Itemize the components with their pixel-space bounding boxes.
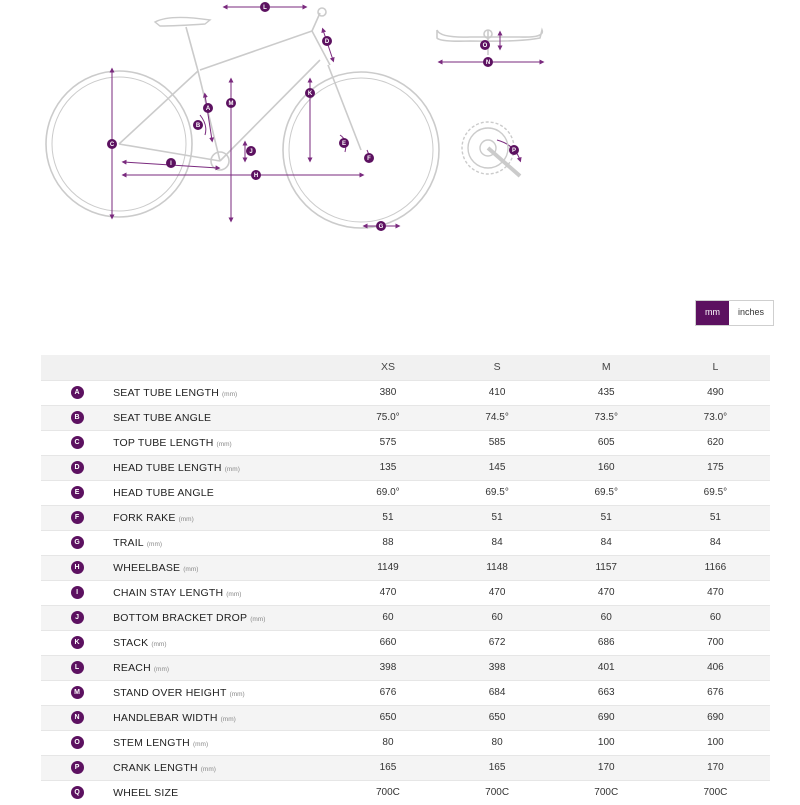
diagram-letter-h	[251, 170, 261, 180]
row-label-cell	[113, 405, 333, 430]
row-value: 380	[379, 387, 397, 398]
row-badge-cell	[41, 405, 113, 430]
unit-inches-button[interactable]: inches	[729, 301, 773, 325]
letter-badge: N	[71, 711, 84, 724]
row-value: 401	[597, 662, 615, 673]
letter-badge: P	[71, 761, 84, 774]
row-badge-cell	[41, 455, 113, 480]
row-badge-cell	[41, 730, 113, 755]
header-size-s: S	[493, 361, 501, 374]
row-unit: (mm)	[220, 715, 236, 723]
row-badge-cell	[41, 705, 113, 730]
row-label: BOTTOM BRACKET DROP	[113, 611, 248, 624]
header-size-l: L	[712, 361, 719, 374]
row-label-cell	[113, 530, 333, 555]
row-value: 51	[382, 512, 394, 523]
row-value: 51	[600, 512, 612, 523]
row-label-cell	[113, 755, 333, 780]
row-label: CHAIN STAY LENGTH	[113, 586, 224, 599]
row-value: 80	[382, 737, 394, 748]
letter-badge: K	[71, 636, 84, 649]
table-row	[41, 455, 770, 480]
row-value: 60	[382, 612, 394, 623]
row-value: 73.5°	[594, 412, 618, 423]
header-size-xs: XS	[380, 361, 395, 374]
table-body	[41, 380, 770, 805]
letter-badge: J	[71, 611, 84, 624]
row-value: 51	[709, 512, 721, 523]
row-value: 406	[707, 662, 724, 673]
letter-badge: G	[71, 536, 84, 549]
row-label-cell	[113, 680, 333, 705]
row-badge-cell	[41, 655, 113, 680]
table-header-row	[41, 355, 770, 380]
row-unit: (mm)	[250, 615, 266, 623]
diagram-letter-d	[322, 36, 332, 46]
row-value: 84	[600, 537, 612, 548]
row-value: 690	[597, 712, 615, 723]
svg-text:N: N	[485, 60, 491, 66]
row-label-cell	[113, 605, 333, 630]
diagram-letter-f	[364, 153, 374, 163]
row-value: 660	[379, 637, 397, 648]
unit-toggle	[695, 300, 774, 326]
row-unit: (mm)	[216, 440, 232, 448]
row-value: 398	[379, 662, 397, 673]
row-unit: (mm)	[200, 765, 216, 773]
row-label-cell	[113, 780, 333, 805]
row-label-cell	[113, 730, 333, 755]
row-value: 60	[709, 612, 721, 623]
row-label: HEAD TUBE ANGLE	[113, 486, 214, 499]
row-label: CRANK LENGTH	[113, 761, 198, 774]
header-label	[113, 355, 333, 380]
row-value: 69.0°	[376, 487, 400, 498]
diagram-letter-n	[483, 57, 493, 67]
row-unit: (mm)	[224, 465, 240, 473]
row-value: 398	[488, 662, 506, 673]
table-row	[41, 680, 770, 705]
svg-text:G: G	[378, 224, 384, 230]
row-value: 165	[379, 762, 397, 773]
row-value: 672	[488, 637, 506, 648]
table-row	[41, 630, 770, 655]
row-value: 165	[488, 762, 506, 773]
letter-badge: Q	[71, 786, 84, 799]
table-row	[41, 530, 770, 555]
diagram-letter-o	[480, 40, 490, 50]
row-value: 84	[709, 537, 721, 548]
table-row	[41, 655, 770, 680]
svg-text:H: H	[253, 173, 259, 179]
svg-text:J: J	[249, 149, 253, 155]
row-value: 100	[597, 737, 615, 748]
row-label-cell	[113, 505, 333, 530]
row-value: 700C	[703, 787, 728, 799]
diagram-letter-i	[166, 158, 176, 168]
row-unit: (mm)	[222, 390, 238, 398]
table-row	[41, 730, 770, 755]
bike-geometry-drawing	[0, 0, 800, 290]
row-value: 470	[379, 587, 397, 598]
row-value: 650	[379, 712, 397, 723]
row-value: 69.5°	[485, 487, 509, 498]
row-value: 69.5°	[703, 487, 728, 498]
table-row	[41, 705, 770, 730]
row-unit: (mm)	[226, 590, 242, 598]
row-label: STEM LENGTH	[113, 736, 190, 749]
diagram-letter-p	[509, 145, 519, 155]
row-value: 700C	[376, 787, 400, 799]
row-badge-cell	[41, 680, 113, 705]
row-value: 620	[707, 437, 724, 448]
row-value: 676	[379, 687, 397, 698]
row-label: FORK RAKE	[113, 511, 176, 524]
row-value: 80	[491, 737, 503, 748]
letter-badge: L	[71, 661, 84, 674]
row-label: TOP TUBE LENGTH	[113, 436, 214, 449]
table-row	[41, 480, 770, 505]
row-value: 51	[491, 512, 503, 523]
row-badge-cell	[41, 480, 113, 505]
row-label-cell	[113, 430, 333, 455]
row-label: SEAT TUBE ANGLE	[113, 411, 212, 424]
row-label: HEAD TUBE LENGTH	[113, 461, 222, 474]
row-label-cell	[113, 380, 333, 405]
svg-text:K: K	[307, 91, 313, 97]
row-label: STAND OVER HEIGHT	[113, 686, 227, 699]
row-label: TRAIL	[113, 536, 144, 549]
table-row	[41, 580, 770, 605]
row-value: 1149	[377, 562, 399, 573]
row-badge-cell	[41, 530, 113, 555]
svg-text:I: I	[170, 161, 172, 167]
table-row	[41, 605, 770, 630]
row-value: 135	[379, 462, 397, 473]
row-label-cell	[113, 705, 333, 730]
row-unit: (mm)	[192, 740, 209, 748]
row-badge-cell	[41, 630, 113, 655]
svg-text:M: M	[228, 101, 234, 107]
svg-text:L: L	[263, 5, 267, 11]
row-label-cell	[113, 580, 333, 605]
row-value: 69.5°	[594, 487, 618, 498]
row-badge-cell	[41, 755, 113, 780]
table-row	[41, 755, 770, 780]
row-badge-cell	[41, 580, 113, 605]
row-value: 470	[488, 587, 506, 598]
row-value: 84	[491, 537, 503, 548]
row-value: 585	[488, 437, 506, 448]
row-label-cell	[113, 655, 333, 680]
row-badge-cell	[41, 555, 113, 580]
row-badge-cell	[41, 605, 113, 630]
row-value: 684	[488, 687, 506, 698]
letter-badge: O	[71, 736, 84, 749]
diagram-letter-e	[339, 138, 349, 148]
geometry-diagram	[0, 0, 800, 290]
table-row	[41, 405, 770, 430]
row-value: 490	[707, 387, 724, 398]
row-value: 145	[488, 462, 506, 473]
row-badge-cell	[41, 430, 113, 455]
row-label: WHEELBASE	[113, 561, 181, 574]
row-value: 1148	[486, 562, 508, 573]
row-value: 650	[488, 712, 506, 723]
svg-text:E: E	[341, 141, 347, 147]
row-label: REACH	[113, 661, 151, 674]
row-unit: (mm)	[178, 515, 194, 523]
table-row	[41, 780, 770, 805]
letter-badge: B	[71, 411, 84, 424]
row-value: 75.0°	[376, 412, 400, 423]
diagram-letter-a	[203, 103, 213, 113]
row-value: 100	[707, 737, 724, 748]
row-label: SEAT TUBE LENGTH	[113, 386, 219, 399]
row-value: 690	[707, 712, 724, 723]
letter-badge: M	[71, 686, 84, 699]
row-value: 470	[707, 587, 724, 598]
diagram-letter-m	[226, 98, 236, 108]
row-unit: (mm)	[183, 565, 199, 573]
row-value: 700C	[485, 787, 510, 799]
diagram-letter-g	[376, 221, 386, 231]
row-value: 686	[597, 637, 615, 648]
row-value: 435	[597, 387, 615, 398]
diagram-letter-j	[246, 146, 256, 156]
letter-badge: H	[71, 561, 84, 574]
row-value: 575	[379, 437, 397, 448]
letter-badge: E	[71, 486, 84, 499]
letter-badge: I	[71, 586, 84, 599]
row-value: 605	[597, 437, 615, 448]
svg-text:D: D	[324, 39, 330, 45]
row-label-cell	[113, 480, 333, 505]
diagram-letter-l	[260, 2, 270, 12]
row-unit: (mm)	[229, 690, 245, 698]
row-value: 175	[707, 462, 724, 473]
row-unit: (mm)	[146, 540, 163, 548]
diagram-letter-b	[193, 120, 203, 130]
row-value: 60	[600, 612, 612, 623]
table-row	[41, 555, 770, 580]
header-blank	[41, 355, 113, 380]
table-row	[41, 505, 770, 530]
svg-text:F: F	[367, 156, 371, 162]
row-value: 700C	[594, 787, 619, 799]
row-value: 160	[597, 462, 615, 473]
letter-badge: A	[71, 386, 84, 399]
letter-badge: C	[71, 436, 84, 449]
row-value: 170	[597, 762, 615, 773]
row-label: STACK	[113, 636, 149, 649]
diagram-letter-c	[107, 139, 117, 149]
svg-text:P: P	[511, 148, 517, 154]
letter-badge: D	[71, 461, 84, 474]
row-badge-cell	[41, 780, 113, 805]
row-value: 1166	[704, 562, 727, 573]
table-row	[41, 430, 770, 455]
row-value: 73.0°	[703, 412, 728, 423]
row-value: 1157	[595, 562, 617, 573]
row-badge-cell	[41, 380, 113, 405]
svg-text:O: O	[482, 43, 488, 49]
row-value: 88	[382, 537, 394, 548]
row-label-cell	[113, 630, 333, 655]
unit-mm-button[interactable]: mm	[696, 301, 729, 325]
row-unit: (mm)	[153, 665, 170, 673]
header-size-m: M	[601, 361, 611, 374]
row-value: 74.5°	[485, 412, 509, 423]
row-value: 410	[488, 387, 506, 398]
row-label-cell	[113, 555, 333, 580]
row-label: HANDLEBAR WIDTH	[113, 711, 218, 724]
letter-badge: F	[71, 511, 84, 524]
row-value: 470	[597, 587, 615, 598]
row-value: 700	[707, 637, 724, 648]
diagram-letter-k	[305, 88, 315, 98]
row-value: 170	[707, 762, 724, 773]
svg-text:C: C	[109, 142, 115, 148]
handlebar-top-view	[437, 30, 542, 55]
row-badge-cell	[41, 505, 113, 530]
row-label: WHEEL SIZE	[113, 786, 179, 799]
geometry-table	[41, 355, 770, 805]
row-value: 663	[597, 687, 615, 698]
row-label-cell	[113, 455, 333, 480]
row-value: 60	[491, 612, 503, 623]
svg-text:B: B	[195, 123, 201, 129]
row-unit: (mm)	[151, 640, 167, 648]
svg-text:A: A	[205, 106, 211, 112]
table-row	[41, 380, 770, 405]
row-value: 676	[707, 687, 724, 698]
